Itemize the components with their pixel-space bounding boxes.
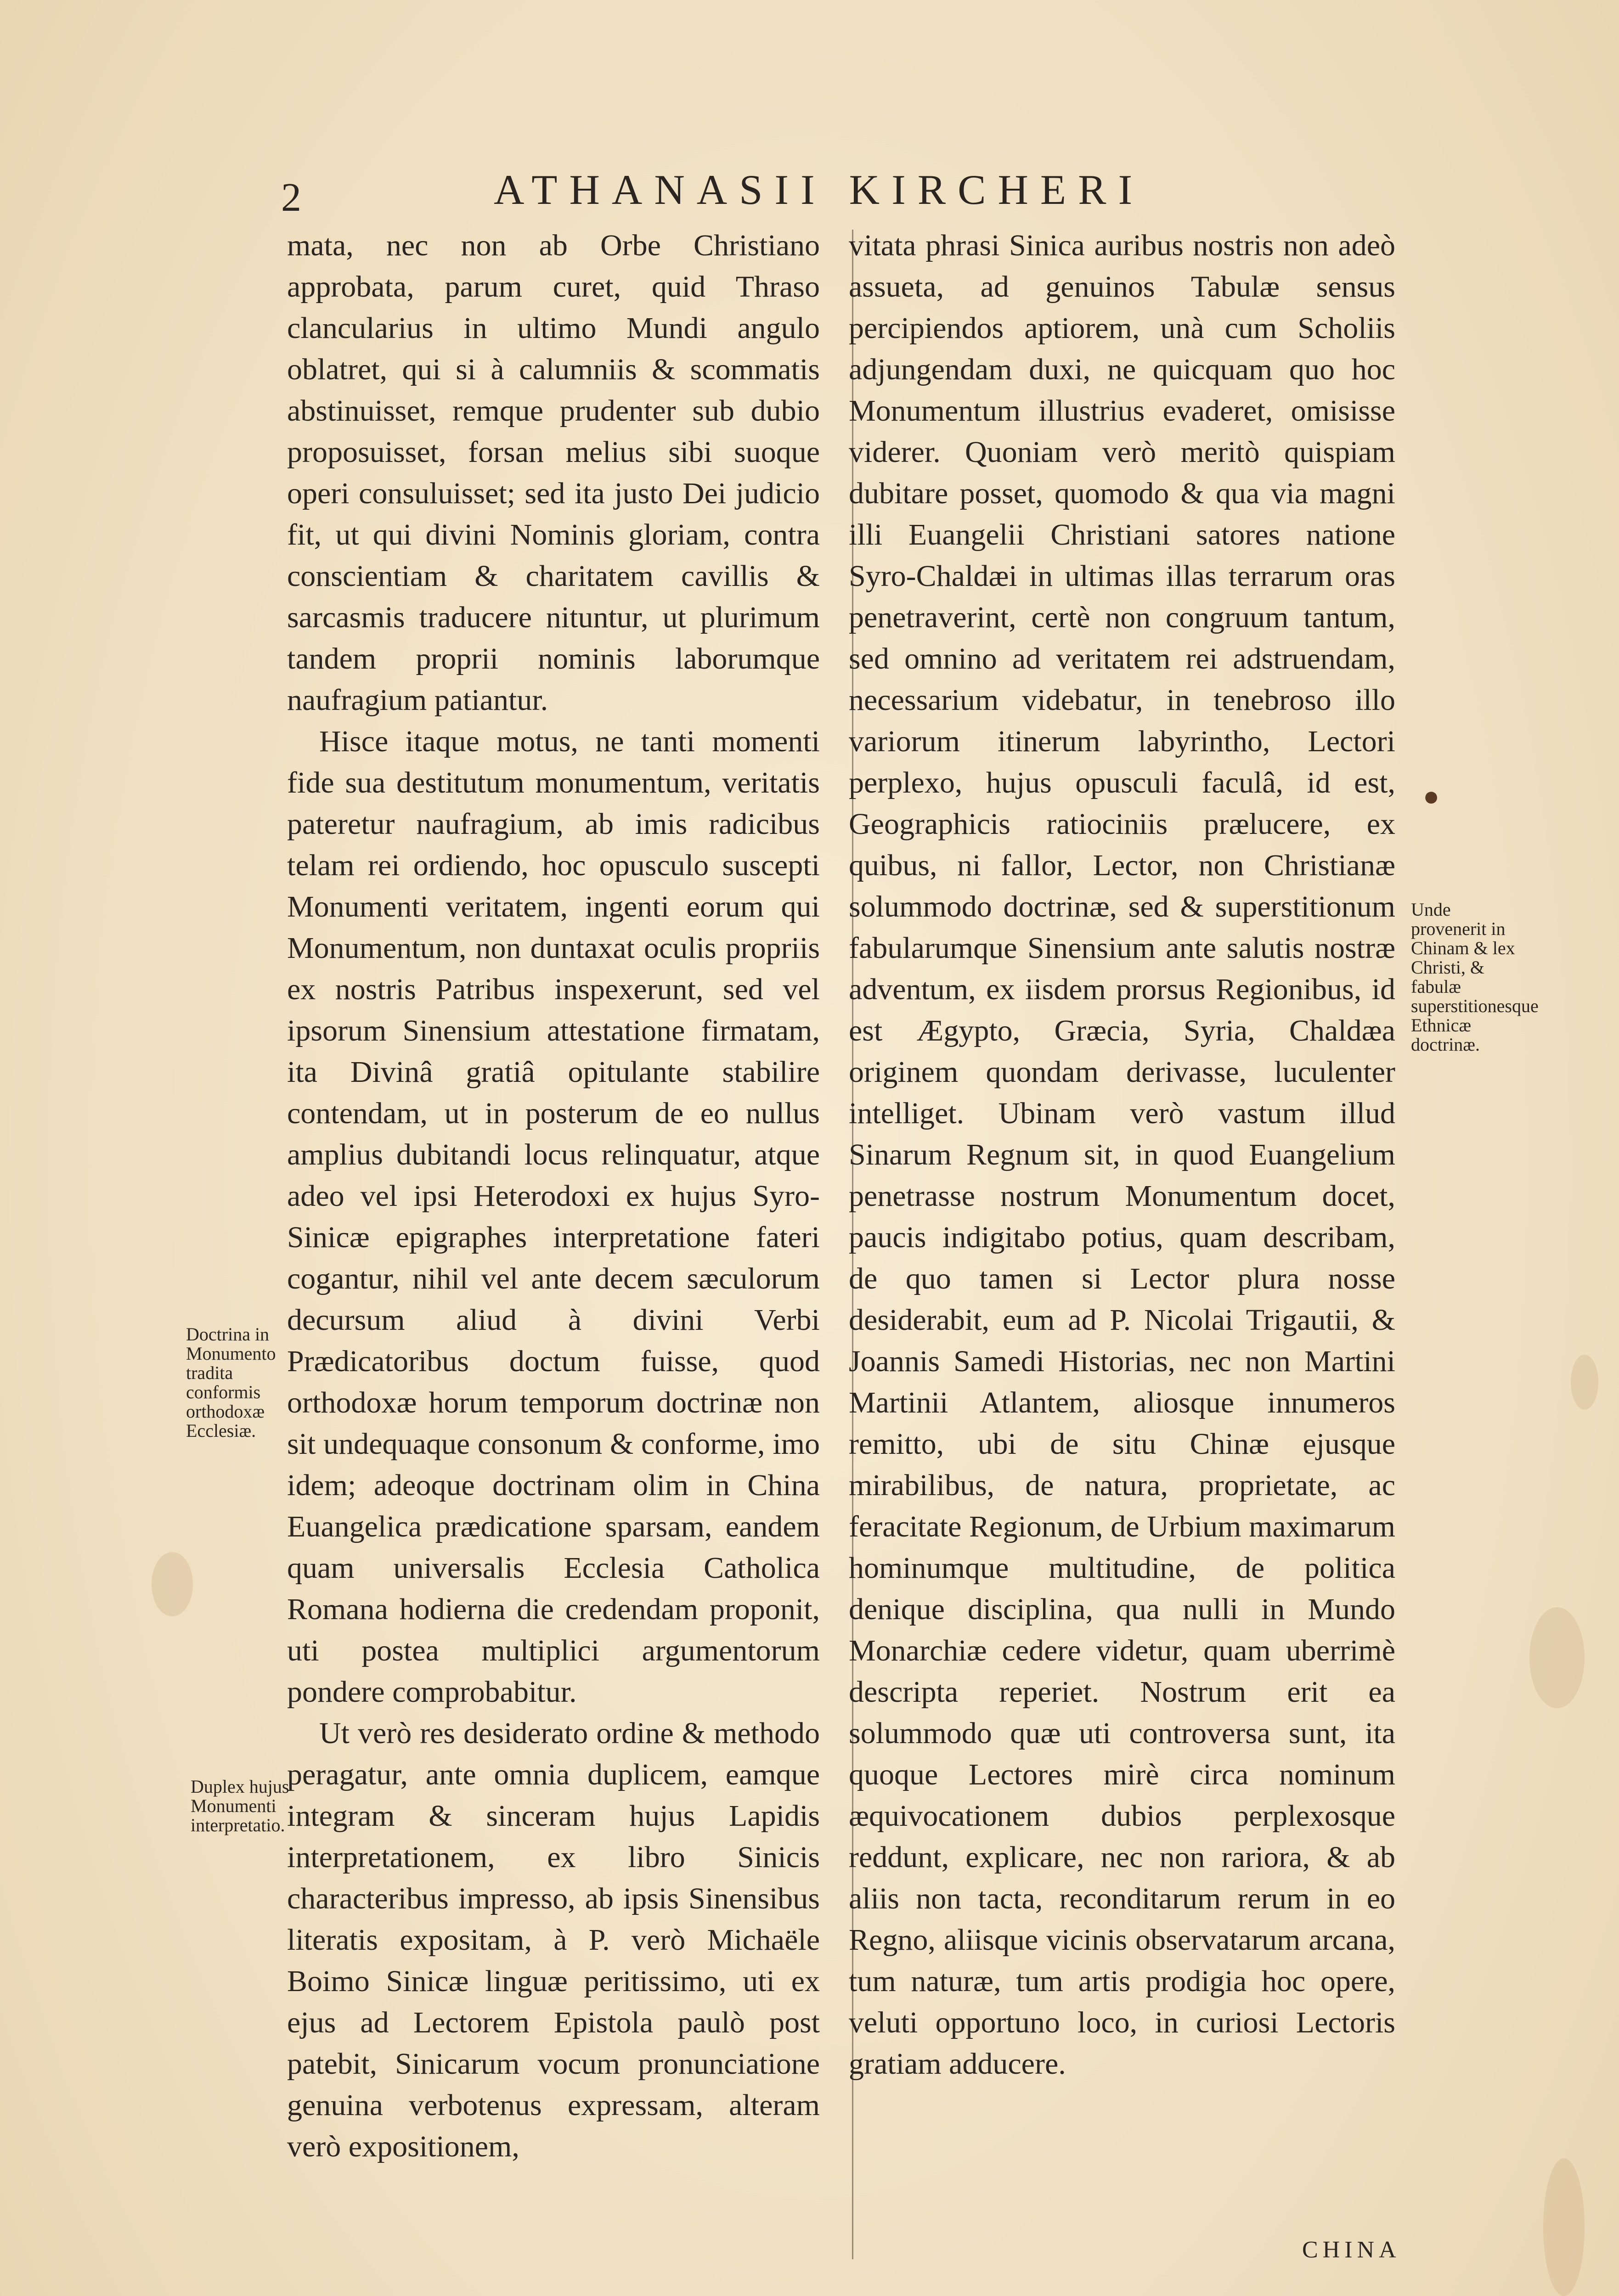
right-text-column — [849, 225, 1395, 2085]
page-number: 2 — [281, 175, 301, 220]
paragraph: Ut verò res desiderato ordine & methodo peragatur, ante omnia duplicem, eamque integram & sinceram hujus Lapidis interpretationem, ex libro Sinicis characteribus impresso, ab ipsis Sinensibus literatis expositam, à P. verò Michaële Boimo Sinicæ linguæ peritissimo, uti ex ejus ad Lectorem Epistola paulò post patebit, Sinicarum vocum pronunciatione genuina verbotenus expressam, alteram verò expositionem, — [287, 1716, 820, 2163]
ink-blot: ● — [1423, 781, 1440, 811]
foxing-stain — [152, 1552, 193, 1616]
foxing-stain — [1543, 2158, 1585, 2296]
paragraph: mata, nec non ab Orbe Christiano approbata, parum curet, quid Thraso clancularius in ultimo Mundi angulo oblatret, qui si à calumniis & scommatis abstinuisset, remque prudenter sub dubio proposuisset, forsan melius sibi suoque operi consuluisset; sed ita justo Dei judicio fit, ut qui divini Nominis gloriam, contra conscientiam & charitatem cavillis & sarcasmis traducere nituntur, ut plurimum tandem proprii nominis laborumque naufragium patiantur. — [287, 229, 820, 717]
catchword: CHINA — [1302, 2237, 1401, 2263]
paragraph: Hisce itaque motus, ne tanti momenti fide sua destitutum monumentum, veritatis pateretur naufragium, ab imis radicibus telam rei ordiendo, hoc opusculo suscepti Monumenti veritatem, ingenti eorum qui Monumentum, non duntaxat oculis propriis ex nostris Patribus inspexerunt, sed vel ipsorum Sinensium attestatione firmatam, ita Divinâ gratiâ opitulante stabilire contendam, ut in posterum de eo nullus amplius dubitandi locus relinquatur, atque adeo vel ipsi Heterodoxi ex hujus Syro-Sinicæ epigraphes interpretatione fateri cogantur, nihil vel ante decem sæculorum decursum aliud à divini Verbi Prædicatoribus doctum fuisse, quod orthodoxæ horum temporum doctrinæ non sit undequaque consonum & conforme, imo idem; adeoque doctrinam olim in China Euangelica prædicatione sparsam, eandem quam universalis Ecclesia Catholica Romana hodierna die credendam proponit, uti postea multiplici argumentorum pondere comprobabitur. — [287, 725, 820, 1709]
foxing-stain — [1571, 1355, 1598, 1410]
left-text-column — [287, 225, 820, 2167]
running-title: ATHANASII KIRCHERI — [494, 166, 1145, 213]
foxing-stain — [1529, 1607, 1585, 1708]
marginal-note-unde: Unde provenerit in Chinam & lex Christi, & fabulæ superstitionesque Ethnicæ doctrinæ. — [1411, 899, 1539, 1055]
running-head — [0, 165, 1619, 220]
marginal-note-doctrina: Doctrina in Monumento tradita conformis orthodoxæ Ecclesiæ. — [186, 1324, 276, 1441]
marginal-note-duplex: Duplex hujus Monumenti interpretatio. — [191, 1776, 289, 1835]
paragraph: vitata phrasi Sinica auribus nostris non adeò assueta, ad genuinos Tabulæ sensus percipiendos aptiorem, unà cum Scholiis adjungendam duxi, ne quicquam quo hoc Monumentum illustrius evaderet, omisisse viderer. Quoniam verò meritò quispiam dubitare posset, quomodo & qua via magni illi Euangelii Christiani satores natione Syro-Chaldæi in ultimas illas terrarum oras penetraverint, certè non congruum tantum, sed omnino ad veritatem rei adstruendam, necessarium videbatur, in tenebroso illo variorum itinerum labyrintho, Lectori perplexo, hujus opusculi faculâ, id est, Geographicis ratiociniis prælucere, ex quibus, ni fallor, Lector, non Christianæ solummodo doctrinæ, sed & superstitionum fabularumque Sinensium ante salutis nostræ adventum, ex iisdem prorsus Regionibus, id est Ægypto, Græcia, Syria, Chaldæa originem quondam derivasse, luculenter intelliget. Ubinam verò vastum illud Sinarum Regnum sit, in quod Euangelium penetrasse nostrum Monumentum docet, paucis indigitabo potius, quam describam, de quo tamen si Lector plura nosse desiderabit, eum ad P. Nicolai Trigautii, & Joannis Samedi Historias, nec non Martini Martinii Atlantem, aliosque innumeros remitto, ubi de situ Chinæ ejusque mirabilibus, de natura, proprietate, ac feracitate Regionum, de Urbium maximarum hominumque multitudine, de politica denique disciplina, qua nulli in Mundo Monarchiæ cedere videtur, quam uberrimè descripta reperiet. Nostrum erit ea solummodo quæ uti controversa sunt, ita quoque Lectores mirè circa nominum æquivocationem dubios perplexosque reddunt, explicare, nec non rariora, & ab aliis non tacta, reconditarum rerum in eo Regno, aliisque vicinis observatarum arcana, tum naturæ, tum artis prodigia hoc opere, veluti opportuno loco, in curiosi Lectoris gratiam adducere. — [849, 229, 1395, 2081]
